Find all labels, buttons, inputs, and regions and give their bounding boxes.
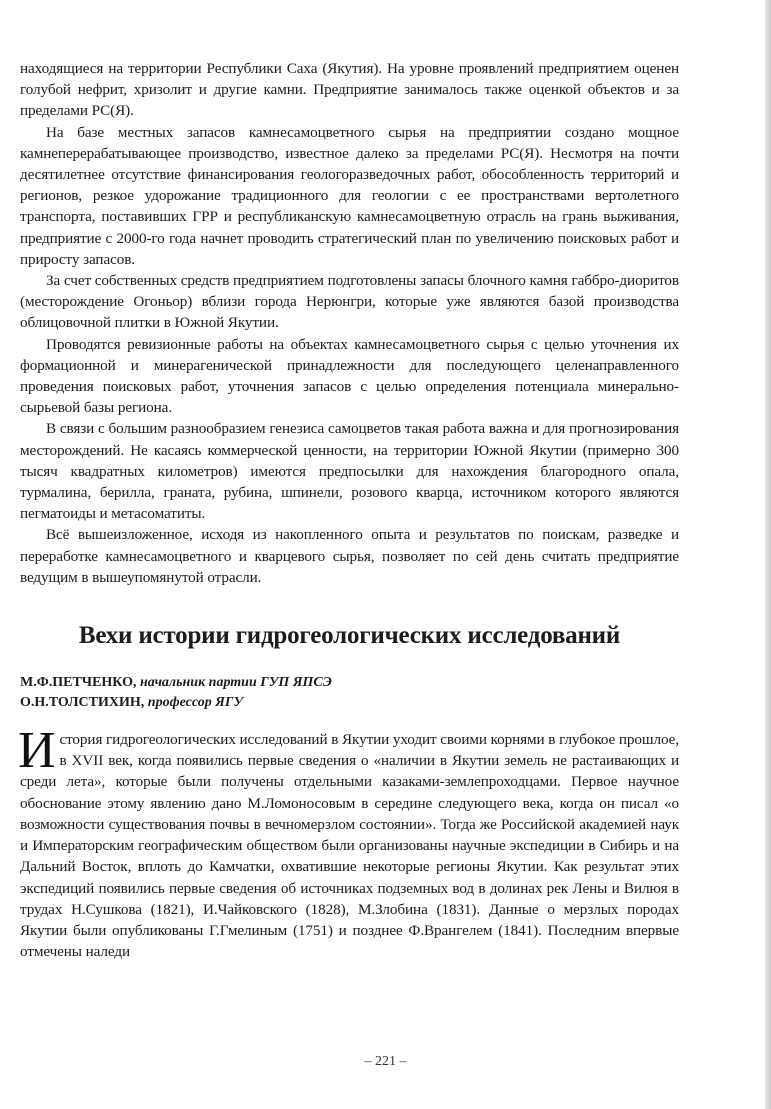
page-number: – 221 –	[364, 1054, 407, 1069]
paragraph-5: В связи с большим разнообразием генезиса самоцветов такая работа важна и для прогнозирования месторождений. Не касаясь коммерческой ценности, на территории Южной Якутии (примерно 300 тысяч квадратных километров) имеются предпосылки для нахождения благородного опала, турмалина, берилла, граната, рубина, шпинели, розового кварца, источником которого являются пегматоиды и метасоматиты.	[20, 420, 679, 523]
author-1	[20, 673, 679, 693]
paragraph-1: находящиеся на территории Республики Саха (Якутия). На уровне проявлений предприятием оценен голубой нефрит, хризолит и другие камни. Предприятие занималось также оценкой объектов и за пределами РС(Я).	[20, 60, 679, 120]
scan-edge-shadow	[765, 0, 771, 1109]
article-body	[18, 722, 679, 962]
paragraph-3: За счет собственных средств предприятием подготовлены запасы блочного камня габбро-диоритов (месторождение Огоньор) вблизи города Нерюнгри, которые уже являются базой производства облицовочной плитки в Южной Якутии.	[20, 272, 679, 332]
author-list	[20, 673, 679, 713]
page-content	[20, 58, 679, 978]
paragraph-4: Проводятся ревизионные работы на объектах камнесамоцветного сырья с целью уточнения их формационной и минерагенической принадлежности для последующего целенаправленного проведения поисковых работ, уточнения запасов с целью определения потенциала минерально-сырьевой базы региона.	[20, 335, 679, 417]
author-2	[20, 693, 679, 713]
author-role: профессор ЯГУ	[147, 695, 244, 711]
author-name: М.Ф.ПЕТЧЕНКО,	[20, 675, 137, 691]
paragraph-6: Всё вышеизложенное, исходя из накопленного опыта и результатов по поискам, разведке и переработке камнесамоцветного и кварцевого сырья, позволяет по сей день считать предприятие ведущим в вышеупомянутой отрасли.	[20, 526, 679, 586]
author-role: начальник партии ГУП ЯПСЭ	[140, 675, 332, 691]
article-body-text: стория гидрогеологических исследований в Якутии уходит своими корнями в глубокое прошлое, в XVII век, когда появились первые сведения о «наличии в Якутии земель не растаивающих и среди лета», которые были получены отдельными казаками-землепроходцами. Первое научное обоснование этому явлению дано М.Ломоносовым в середине следующего века, когда он писал «о возможности существования почвы в вечномерзлом состоянии». Тогда же Российской академией наук и Императорским географическим обществом были организованы научные экспедиции в Сибирь и на Дальний Восток, вплоть до Камчатки, охватившие некоторые регионы Якутии. Как результат этих экспедиций появились первые сведения об источниках подземных вод в долинах рек Лены и Вилюя в трудах Н.Сушкова (1821), И.Чайковского (1828), М.Злобина (1831). Данные о мерзлых породах Якутии были опубликованы Г.Гмелиным (1751) и позднее Ф.Врангелем (1841). Последним впервые отмечены наледи	[20, 731, 679, 961]
paragraph-2: На базе местных запасов камнесамоцветного сырья на предприятии создано мощное камнеперерабатывающее производство, известное далеко за пределами РС(Я). Несмотря на почти десятилетнее отсутствие финансирования геологоразведочных работ, обособленность территорий и регионов, резкое удорожание традиционного для геологии с ее пространствами вертолетного транспорта, поставивших ГРР и республиканскую камнесамоцветную отрасль на грань выживания, предприятие с 2000-го года начнет проводить стратегический план по увеличению поисковых работ и приросту запасов.	[20, 123, 679, 268]
author-name: О.Н.ТОЛСТИХИН,	[20, 695, 145, 711]
drop-cap: И	[18, 722, 56, 780]
article-title: Вехи истории гидрогеологических исследований	[78, 622, 621, 650]
